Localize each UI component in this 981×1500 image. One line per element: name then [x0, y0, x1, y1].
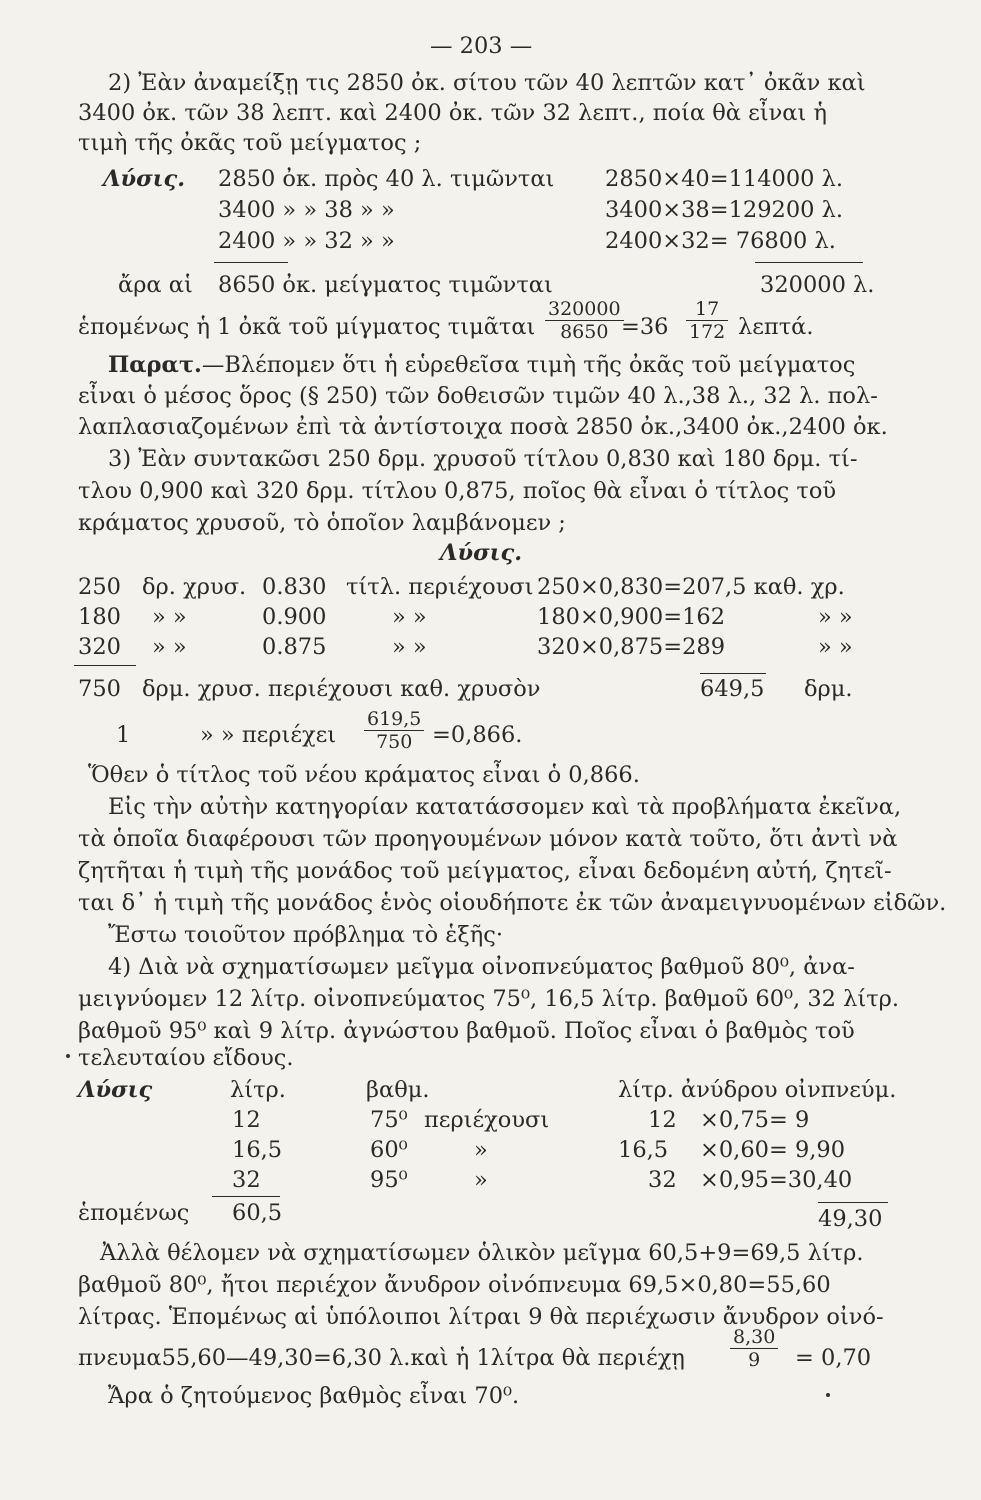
calc-cell: = 0,70 [795, 1345, 872, 1371]
calc-cell: περιέχουσι [424, 1107, 550, 1133]
fraction-denominator: 750 [376, 731, 413, 753]
calc-cell: =36 [621, 314, 669, 340]
fraction-denominator: 172 [689, 321, 726, 343]
text-line: τελευταίου εἴδους. [78, 1045, 294, 1071]
calc-cell: δρμ. [804, 676, 853, 702]
fraction [730, 1326, 778, 1371]
text-line: ζητῆται ἡ τιμὴ τῆς μονάδος τοῦ μείγματος, εἶναι δεδομένη αὐτή, ζητεῖ- [78, 858, 892, 884]
fraction [364, 708, 424, 753]
text-line [108, 352, 855, 379]
calc-cell: » » [818, 604, 853, 630]
calc-cell: 250 [78, 574, 121, 600]
fraction-numerator: 8,30 [730, 1326, 778, 1349]
calc-cell: λεπτά. [738, 314, 814, 340]
calc-cell: » » [392, 604, 427, 630]
calc-cell: 2850×40=114000 λ. [605, 166, 844, 192]
calc-cell: 60,5 [232, 1200, 283, 1226]
calc-cell: 8650 ὀκ. μείγματος τιμῶνται [218, 272, 553, 298]
calc-cell: 12 [232, 1107, 261, 1133]
text-line: Ὅθεν ὁ τίτλος τοῦ νέου κράματος εἶναι ὁ 0,866. [88, 762, 640, 788]
text-line: τλου 0,900 καὶ 320 δρμ. τίτλου 0,875, ποῖος θὰ εἶναι ὁ τίτλος τοῦ [78, 478, 837, 504]
page-number: — 203 — [430, 33, 533, 59]
calc-cell: 95⁰ [370, 1167, 408, 1193]
calc-cell: 49,30 [818, 1206, 883, 1232]
calc-cell: 320×0,875=289 [537, 634, 726, 660]
calc-cell: » [474, 1167, 488, 1193]
fraction-denominator: 9 [748, 1349, 761, 1371]
margin-mark [826, 1393, 830, 1397]
calc-cell: 750 [78, 676, 121, 702]
fraction-denominator: 8650 [560, 321, 609, 343]
calc-cell: 16,5 [618, 1137, 669, 1163]
margin-mark [66, 1054, 70, 1058]
calc-cell: 320 [78, 634, 121, 660]
calc-cell: 75⁰ [370, 1107, 408, 1133]
calc-cell: » » [818, 634, 853, 660]
fraction-numerator: 619,5 [364, 708, 424, 731]
sum-rule [214, 262, 288, 263]
text-line: 3400 ὀκ. τῶν 38 λεπτ. καὶ 2400 ὀκ. τῶν 32 λεπτ., ποία θὰ εἶναι ἡ [78, 100, 827, 126]
text-line: ἑπομένως ἡ 1 ὀκᾶ τοῦ μίγματος τιμᾶται [78, 314, 536, 340]
calc-cell: » » περιέχει [200, 722, 337, 748]
text-line: Ἀλλὰ θέλομεν νὰ σχηματίσωμεν ὁλικὸν μεῖγμα 60,5+9=69,5 λίτρ. [100, 1240, 864, 1266]
column-header: λίτρ. ἀνύδρου οἰνπνεύμ. [618, 1077, 897, 1103]
calc-cell: τίτλ. περιέχουσι [346, 574, 534, 600]
text-line: 4) Διὰ νὰ σχηματίσωμεν μεῖγμα οἰνοπνεύματος βαθμοῦ 80⁰, ἀνα- [108, 954, 855, 980]
calc-cell: 3400 » » 38 » » [218, 197, 395, 223]
text-line: λαπλασιαζομένων ἐπὶ τὰ ἀντίστοιχα ποσὰ 2850 ὀκ.,3400 ὀκ.,2400 ὀκ. [78, 414, 888, 440]
calc-cell: » » [152, 634, 187, 660]
text-line: πνευμα55,60—49,30=6,30 λ.καὶ ἡ 1λίτρα θὰ περιέχῃ [78, 1345, 685, 1371]
calc-cell: 180×0,900=162 [537, 604, 726, 630]
calc-cell: 0.900 [262, 604, 327, 630]
calc-cell: ×0,60= 9,90 [700, 1137, 846, 1163]
solution-heading: Λύσις. [103, 166, 186, 192]
column-header: λίτρ. [230, 1077, 286, 1103]
sum-rule [818, 1202, 888, 1203]
text-line: κράματος χρυσοῦ, τὸ ὁποῖον λαμβάνομεν ; [78, 510, 566, 536]
fraction [545, 298, 624, 343]
text-line: Εἰς τὴν αὐτὴν κατηγορίαν κατατάσσομεν καὶ τὰ προβλήματα ἐκεῖνα, [108, 794, 902, 820]
calc-cell: 1 [116, 722, 131, 748]
calc-cell: » » [392, 634, 427, 660]
calc-cell: 320000 λ. [760, 272, 875, 298]
text-line: μειγνύομεν 12 λίτρ. οἰνοπνεύματος 75⁰, 16,5 λίτρ. βαθμοῦ 60⁰, 32 λίτρ. [78, 986, 900, 1012]
calc-cell: ἄρα αἱ [118, 272, 193, 298]
text-line: λίτρας. Ἑπομένως αἱ ὑπόλοιποι λίτραι 9 θὰ περιέχωσιν ἄνυδρον οἰνό- [78, 1304, 884, 1330]
sum-rule [755, 262, 863, 263]
calc-cell: δρ. χρυσ. [142, 574, 247, 600]
calc-cell: 180 [78, 604, 121, 630]
calc-cell: ×0,95=30,40 [700, 1167, 853, 1193]
column-header: βαθμ. [366, 1077, 430, 1103]
calc-cell: 2400 » » 32 » » [218, 228, 395, 254]
text-line: βαθμοῦ 80⁰, ἤτοι περιέχον ἄνυδρον οἰνόπνευμα 69,5×0,80=55,60 [78, 1272, 831, 1298]
text-line: τιμὴ τῆς ὀκᾶς τοῦ μείγματος ; [78, 130, 422, 156]
calc-cell: 32 [232, 1167, 261, 1193]
calc-cell: ×0,75= 9 [700, 1107, 810, 1133]
calc-cell: 0.875 [262, 634, 327, 660]
calc-cell: 60⁰ [370, 1137, 408, 1163]
text-line: τὰ ὁποῖα διαφέρουσι τῶν προηγουμένων μόνον κατὰ τοῦτο, ὅτι ἀντὶ νὰ [78, 826, 898, 852]
text-line: 3) Ἐὰν συντακῶσι 250 δρμ. χρυσοῦ τίτλου 0,830 καὶ 180 δρμ. τί- [108, 446, 858, 472]
fraction-numerator: 320000 [545, 298, 624, 321]
text-line: 2) Ἐὰν ἀναμείξῃ τις 2850 ὀκ. σίτου τῶν 40 λεπτῶν κατ᾽ ὀκᾶν καὶ [108, 70, 866, 96]
calc-cell: 3400×38=129200 λ. [605, 197, 844, 223]
calc-cell: =0,866. [432, 722, 523, 748]
text-line: βαθμοῦ 95⁰ καὶ 9 λίτρ. ἀγνώστου βαθμοῦ. Ποῖος εἶναι ὁ βαθμὸς τοῦ [78, 1018, 855, 1044]
remark-text: —Βλέπομεν ὅτι ἡ εὑρεθεῖσα τιμὴ τῆς ὀκᾶς τοῦ μείγματος [201, 352, 856, 378]
calc-cell: » » [152, 604, 187, 630]
sum-rule [700, 673, 766, 674]
text-line: Ἔστω τοιοῦτον πρόβλημα τὸ ἑξῆς· [108, 922, 503, 948]
solution-heading: Λύσις. [440, 540, 523, 566]
calc-cell: 2850 ὀκ. πρὸς 40 λ. τιμῶνται [218, 166, 555, 192]
calc-cell: 649,5 [700, 676, 765, 702]
text-line: Ἄρα ὁ ζητούμενος βαθμὸς εἶναι 70⁰. [108, 1383, 520, 1409]
fraction [686, 298, 728, 343]
calc-cell: 12 [648, 1107, 677, 1133]
calc-cell: » [474, 1137, 488, 1163]
calc-cell: 32 [648, 1167, 677, 1193]
calc-cell: 2400×32= 76800 λ. [605, 228, 836, 254]
solution-heading: Λύσις [78, 1077, 153, 1103]
text-line: ται δ᾽ ἡ τιμὴ τῆς μονάδος ἑνὸς οἱουδήποτε ἐκ τῶν ἀναμειγνυομένων εἰδῶν. [78, 890, 947, 916]
remark-heading: Παρατ. [108, 352, 202, 378]
fraction-numerator: 17 [686, 298, 728, 321]
calc-cell: ἑπομένως [78, 1200, 190, 1226]
calc-cell: 16,5 [232, 1137, 283, 1163]
calc-cell: δρμ. χρυσ. περιέχουσι καθ. χρυσὸν [142, 676, 541, 702]
calc-cell: 0.830 [262, 574, 327, 600]
sum-rule [212, 1196, 280, 1197]
calc-cell: 250×0,830=207,5 καθ. χρ. [537, 574, 845, 600]
text-line: εἶναι ὁ μέσος ὅρος (§ 250) τῶν δοθεισῶν τιμῶν 40 λ.,38 λ., 32 λ. πολ- [78, 383, 878, 409]
sum-rule [74, 665, 136, 666]
